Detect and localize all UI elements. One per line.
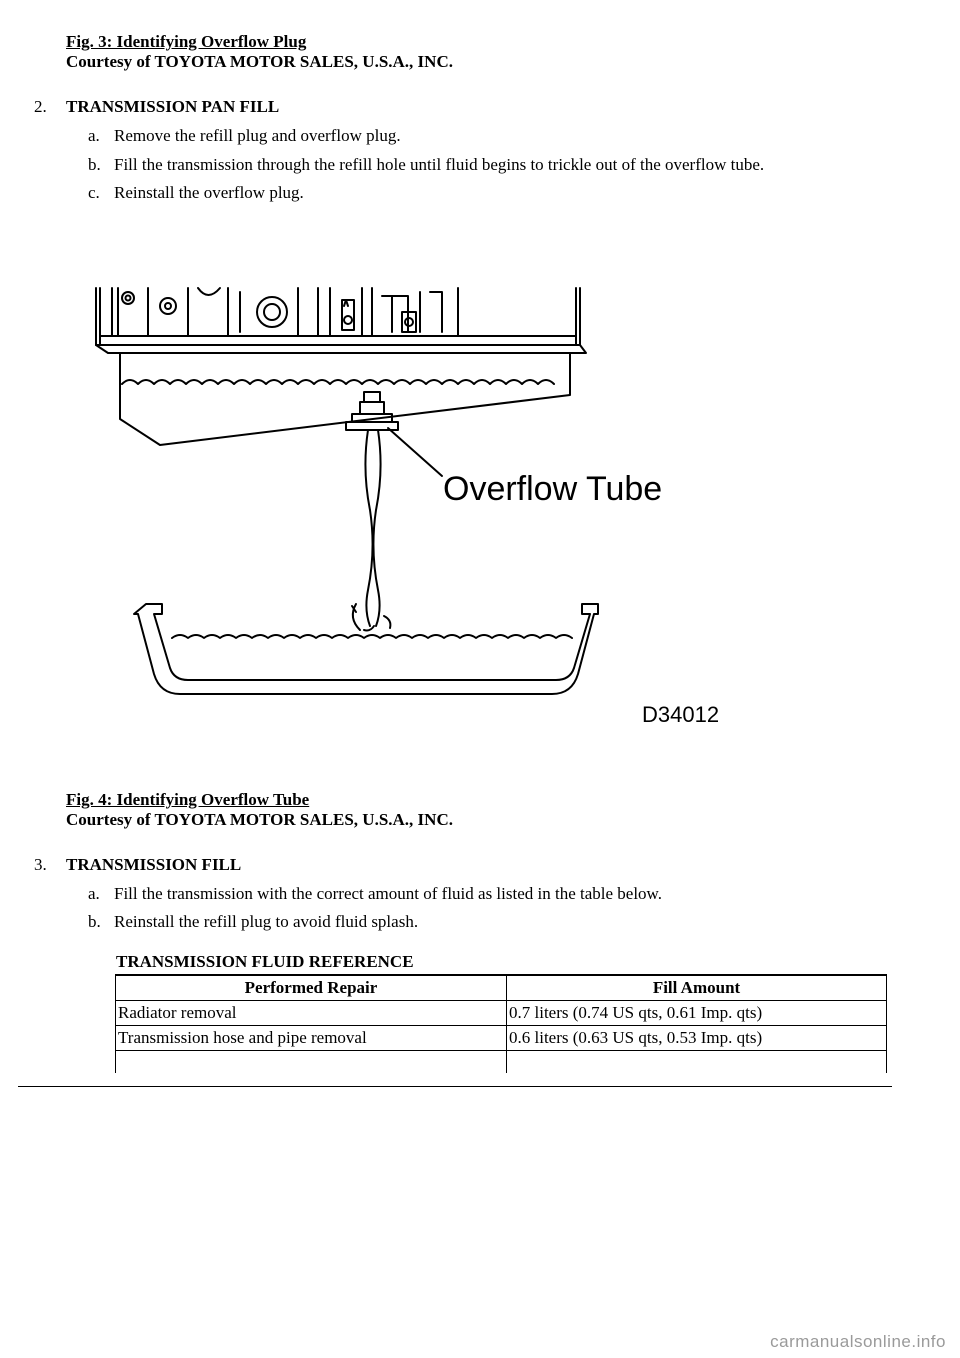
column-header: Fill Amount bbox=[507, 975, 887, 1001]
table-cell: Transmission hose and pipe removal bbox=[116, 1026, 507, 1051]
callout-leader bbox=[388, 428, 442, 476]
fig3-courtesy: Courtesy of TOYOTA MOTOR SALES, U.S.A., INC. bbox=[66, 52, 453, 71]
catch-tray bbox=[134, 604, 598, 694]
watermark: carmanualsonline.info bbox=[770, 1332, 946, 1351]
item-text: Fill the transmission with the correct amount of fluid as listed in the table below. bbox=[114, 884, 662, 903]
step2-heading: TRANSMISSION PAN FILL bbox=[66, 97, 280, 116]
table-title: TRANSMISSION FLUID REFERENCE bbox=[116, 952, 414, 971]
item-text: Reinstall the refill plug to avoid fluid splash. bbox=[114, 912, 419, 931]
fig4-courtesy: Courtesy of TOYOTA MOTOR SALES, U.S.A., INC. bbox=[66, 810, 453, 829]
table-row-empty bbox=[116, 1051, 887, 1074]
oil-pan bbox=[96, 345, 586, 445]
table-cell: Radiator removal bbox=[116, 1001, 507, 1026]
fig4-title: Fig. 4: Identifying Overflow Tube bbox=[66, 790, 310, 809]
item-letter: a. bbox=[88, 884, 100, 903]
fig3-title: Fig. 3: Identifying Overflow Plug bbox=[66, 32, 307, 51]
table-cell: 0.7 liters (0.74 US qts, 0.61 Imp. qts) bbox=[507, 1001, 887, 1026]
item-text: Reinstall the overflow plug. bbox=[114, 183, 304, 202]
table-row bbox=[116, 1026, 887, 1051]
item-letter: a. bbox=[88, 126, 100, 145]
table-cell bbox=[116, 1051, 507, 1074]
item-letter: b. bbox=[88, 912, 101, 931]
callout-label: Overflow Tube bbox=[443, 470, 663, 508]
item-letter: b. bbox=[88, 155, 101, 174]
column-header: Performed Repair bbox=[116, 975, 507, 1001]
table-cell: 0.6 liters (0.63 US qts, 0.53 Imp. qts) bbox=[507, 1026, 887, 1051]
table-cell bbox=[507, 1051, 887, 1074]
item-letter: c. bbox=[88, 183, 100, 202]
item-text: Remove the refill plug and overflow plug. bbox=[114, 126, 401, 145]
fluid-reference-table bbox=[115, 974, 887, 1073]
step3-item-b bbox=[88, 912, 418, 932]
figure-code: D34012 bbox=[642, 702, 720, 727]
table-row bbox=[116, 1001, 887, 1026]
step3-number: 3. bbox=[34, 855, 47, 874]
step2-number: 2. bbox=[34, 97, 47, 116]
transmission-case bbox=[96, 288, 580, 345]
item-text: Fill the transmission through the refill hole until fluid begins to trickle out of the overflow tube. bbox=[114, 155, 765, 174]
step3-heading: TRANSMISSION FILL bbox=[66, 855, 242, 874]
overflow-tube bbox=[346, 392, 398, 631]
page-divider bbox=[18, 1086, 892, 1087]
step3-item-a bbox=[88, 884, 662, 904]
table-header-row bbox=[116, 975, 887, 1001]
